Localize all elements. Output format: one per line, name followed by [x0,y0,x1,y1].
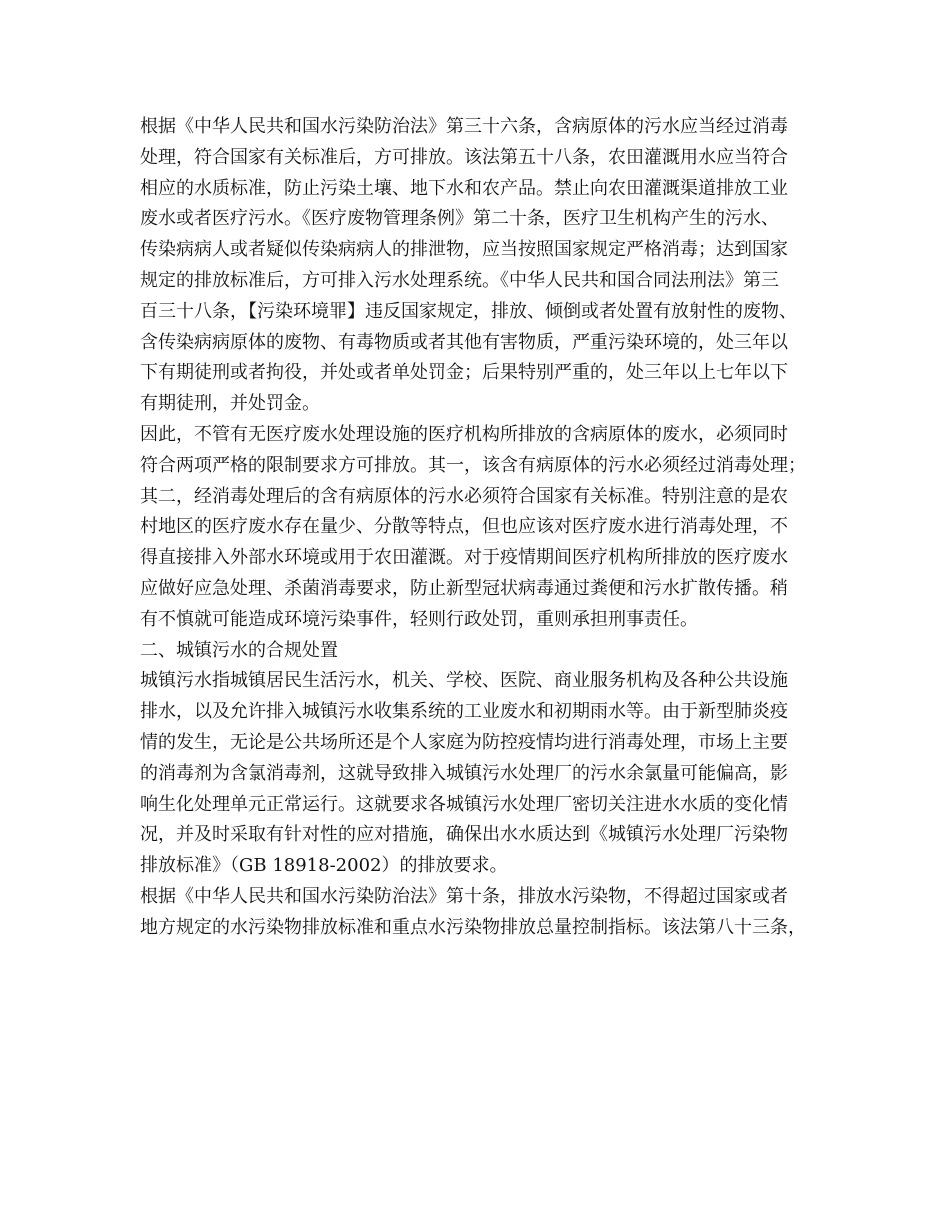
text-line: 有期徒刑，并处罚金。 [140,393,320,415]
text-line: 况，并及时采取有针对性的应对措施，确保出水水质达到《城镇污水处理厂污染物 [140,824,788,846]
text-line: 下有期徒刑或者拘役，并处或者单处罚金；后果特别严重的，处三年以上七年以下 [140,362,788,384]
text-line: 地方规定的水污染物排放标准和重点水污染物排放总量控制指标。该法第八十三条， [140,916,806,938]
text-line: 有不慎就可能造成环境污染事件，轻则行政处罚，重则承担刑事责任。 [140,608,698,630]
text-line: 百三十八条，【污染环境罪】违反国家规定，排放、倾倒或者处置有放射性的废物、 [140,300,797,322]
text-line: 排水，以及允许排入城镇污水收集系统的工业废水和初期雨水等。由于新型肺炎疫 [140,701,788,723]
text-line: 响生化处理单元正常运行。这就要求各城镇污水处理厂密切关注进水水质的变化情 [140,793,788,815]
text-line: 其二，经消毒处理后的含有病原体的污水必须符合国家有关标准。特别注意的是农 [140,485,788,507]
text-line: 根据《中华人民共和国水污染防治法》第三十六条，含病原体的污水应当经过消毒 [140,116,788,137]
text-line: 排放标准》（GB 18918-2002）的排放要求。 [140,855,508,877]
text-line: 规定的排放标准后，方可排入污水处理系统。《中华人民共和国合同法刑法》第三 [140,269,779,291]
text-line: 得直接排入外部水环境或用于农田灌溉。对于疫情期间医疗机构所排放的医疗废水 [140,547,788,569]
text-line: 传染病病人或者疑似传染病病人的排泄物，应当按照国家规定严格消毒；达到国家 [140,239,788,261]
document-body [140,112,820,944]
text-line: 相应的水质标准，防止污染土壤、地下水和农产品。禁止向农田灌溉渠道排放工业 [140,177,788,199]
text-line: 根据《中华人民共和国水污染防治法》第十条，排放水污染物，不得超过国家或者 [140,885,788,907]
text-line: 城镇污水指城镇居民生活污水，机关、学校、医院、商业服务机构及各种公共设施 [140,670,788,692]
text-line: 应做好应急处理、杀菌消毒要求，防止新型冠状病毒通过粪便和污水扩散传播。稍 [140,577,788,599]
text-line: 的消毒剂为含氯消毒剂，这就导致排入城镇污水处理厂的污水余氯量可能偏高，影 [140,762,788,784]
text-line: 情的发生，无论是公共场所还是个人家庭为防控疫情均进行消毒处理，市场上主要 [140,731,788,753]
text-line: 因此，不管有无医疗废水处理设施的医疗机构所排放的含病原体的废水，必须同时 [140,423,788,445]
text-line: 含传染病病原体的废物、有毒物质或者其他有害物质，严重污染环境的，处三年以 [140,331,788,353]
text-line: 处理，符合国家有关标准后，方可排放。该法第五十八条，农田灌溉用水应当符合 [140,146,788,168]
text-line: 废水或者医疗污水。《医疗废物管理条例》第二十条，医疗卫生机构产生的污水、 [140,208,779,230]
text-line: 村地区的医疗废水存在量少、分散等特点，但也应该对医疗废水进行消毒处理，不 [140,516,788,538]
section-heading: 二、城镇污水的合规处置 [140,639,338,661]
text-line: 符合两项严格的限制要求方可排放。其一，该含有病原体的污水必须经过消毒处理； [140,454,806,476]
